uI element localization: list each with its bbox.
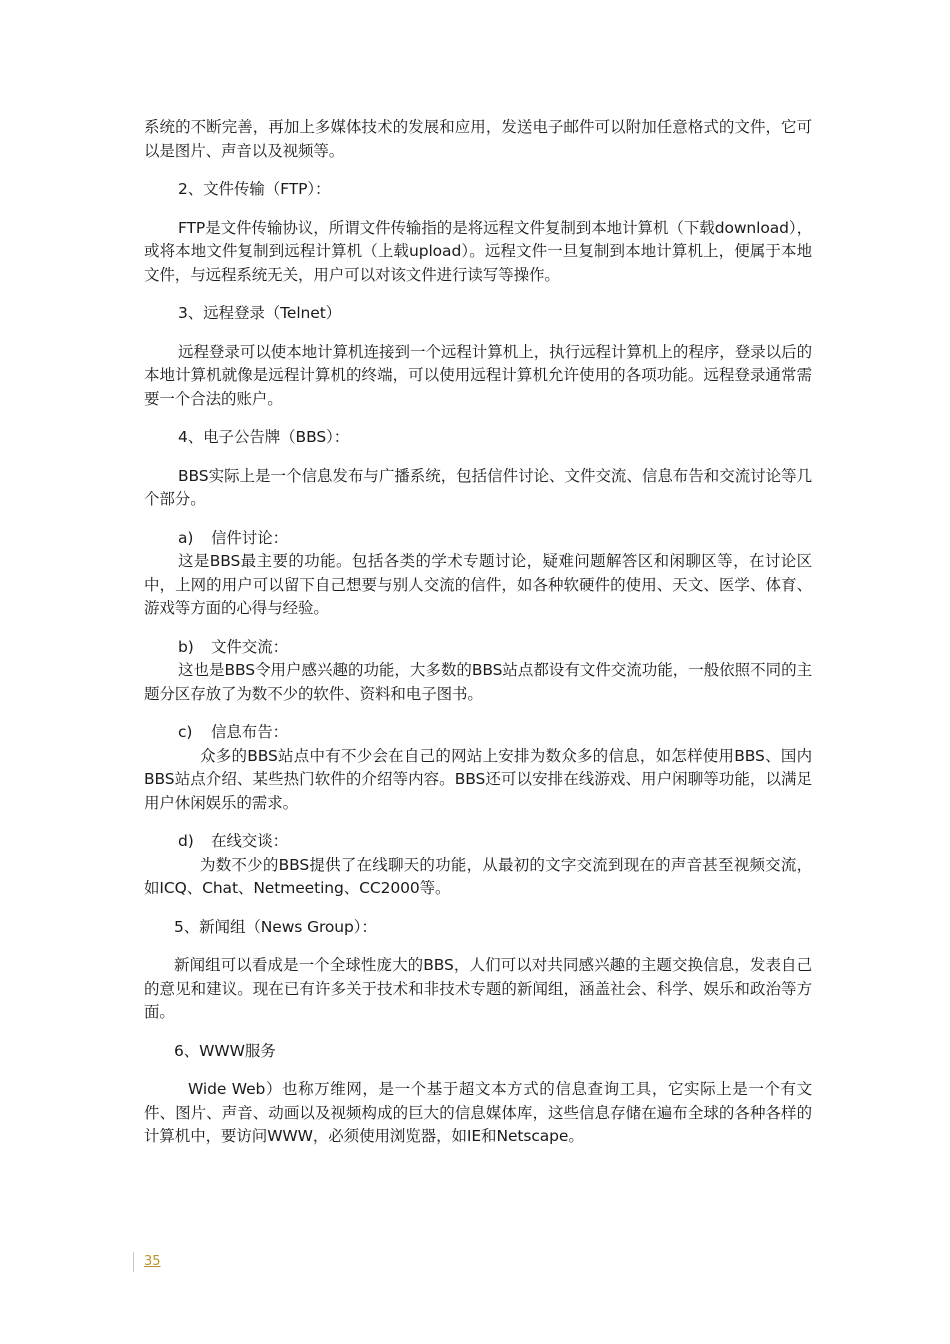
page-number: 35 xyxy=(133,1252,161,1272)
item-title: 在线交谈： xyxy=(211,832,289,850)
heading-ftp: 2、文件传输（FTP）： xyxy=(178,180,331,198)
bbs-item-b-label xyxy=(144,636,812,660)
heading-www: 6、WWW服务 xyxy=(174,1041,276,1060)
heading-telnet: 3、远程登录（Telnet） xyxy=(178,304,342,322)
paragraph-bbs: BBS实际上是一个信息发布与广播系统，包括信件讨论、文件交流、信息布告和交流讨论等几个部分。 xyxy=(144,466,812,508)
bbs-item-d-label xyxy=(144,830,812,854)
item-letter: a) xyxy=(178,528,194,547)
item-letter: c) xyxy=(178,723,193,741)
paragraph-ftp: FTP是文件传输协议，所谓文件传输指的是将远程文件复制到本地计算机（下载download），或将本地文件复制到远程计算机（上载upload）。远程文件一旦复制到本地计算机上，便属于本地文件，与远程系统无关，用户可以对该文件进行读写等操作。 xyxy=(144,218,812,284)
item-letter: b) xyxy=(178,637,194,656)
item-letter: d) xyxy=(178,832,194,850)
paragraph-www: Wide Web）也称万维网，是一个基于超文本方式的信息查询工具，它实际上是一个有文件、图片、声音、动画以及视频构成的巨大的信息媒体库，这些信息存储在遍布全球的各种各样的计算机中，要访问WWW，必须使用浏览器，如IE和Netscape。 xyxy=(144,1080,812,1145)
paragraph-telnet: 远程登录可以使本地计算机连接到一个远程计算机上，执行远程计算机上的程序，登录以后的本地计算机就像是远程计算机的终端，可以使用远程计算机允许使用的各项功能。远程登录通常需要一个合法的账户。 xyxy=(144,342,812,408)
bbs-item-a-label xyxy=(144,527,812,551)
page-body xyxy=(144,116,812,1149)
paragraph-newsgroup: 新闻组可以看成是一个全球性庞大的BBS，人们可以对共同感兴趣的主题交换信息，发表自己的意见和建议。现在已有许多关于技术和非技术专题的新闻组，涵盖社会、科学、娱乐和政治等方面。 xyxy=(144,956,812,1021)
heading-newsgroup: 5、新闻组（News Group）： xyxy=(174,917,377,936)
bbs-item-c-label xyxy=(144,721,812,745)
paragraph-email-continuation: 系统的不断完善，再加上多媒体技术的发展和应用，发送电子邮件可以附加任意格式的文件，它可以是图片、声音以及视频等。 xyxy=(144,118,812,160)
bbs-item-a-text: 这是BBS最主要的功能。包括各类的学术专题讨论，疑难问题解答区和闲聊区等，在讨论区中，上网的用户可以留下自己想要与别人交流的信件，如各种软硬件的使用、天文、医学、体育、游戏等方面的心得与经验。 xyxy=(144,552,812,617)
bbs-item-c-text: 众多的BBS站点中有不少会在自己的网站上安排为数众多的信息，如怎样使用BBS、国内BBS站点介绍、某些热门软件的介绍等内容。BBS还可以安排在线游戏、用户闲聊等功能，以满足用户休闲娱乐的需求。 xyxy=(144,746,812,812)
heading-bbs: 4、电子公告牌（BBS）： xyxy=(178,428,350,446)
item-title: 信息布告： xyxy=(211,723,289,741)
bbs-item-b-text: 这也是BBS令用户感兴趣的功能，大多数的BBS站点都设有文件交流功能，一般依照不同的主题分区存放了为数不少的软件、资料和电子图书。 xyxy=(144,661,812,703)
item-title: 文件交流： xyxy=(211,637,289,656)
bbs-item-d-text: 为数不少的BBS提供了在线聊天的功能，从最初的文字交流到现在的声音甚至视频交流，如ICQ、Chat、Netmeeting、CC2000等。 xyxy=(144,855,812,897)
item-title: 信件讨论： xyxy=(211,528,289,547)
